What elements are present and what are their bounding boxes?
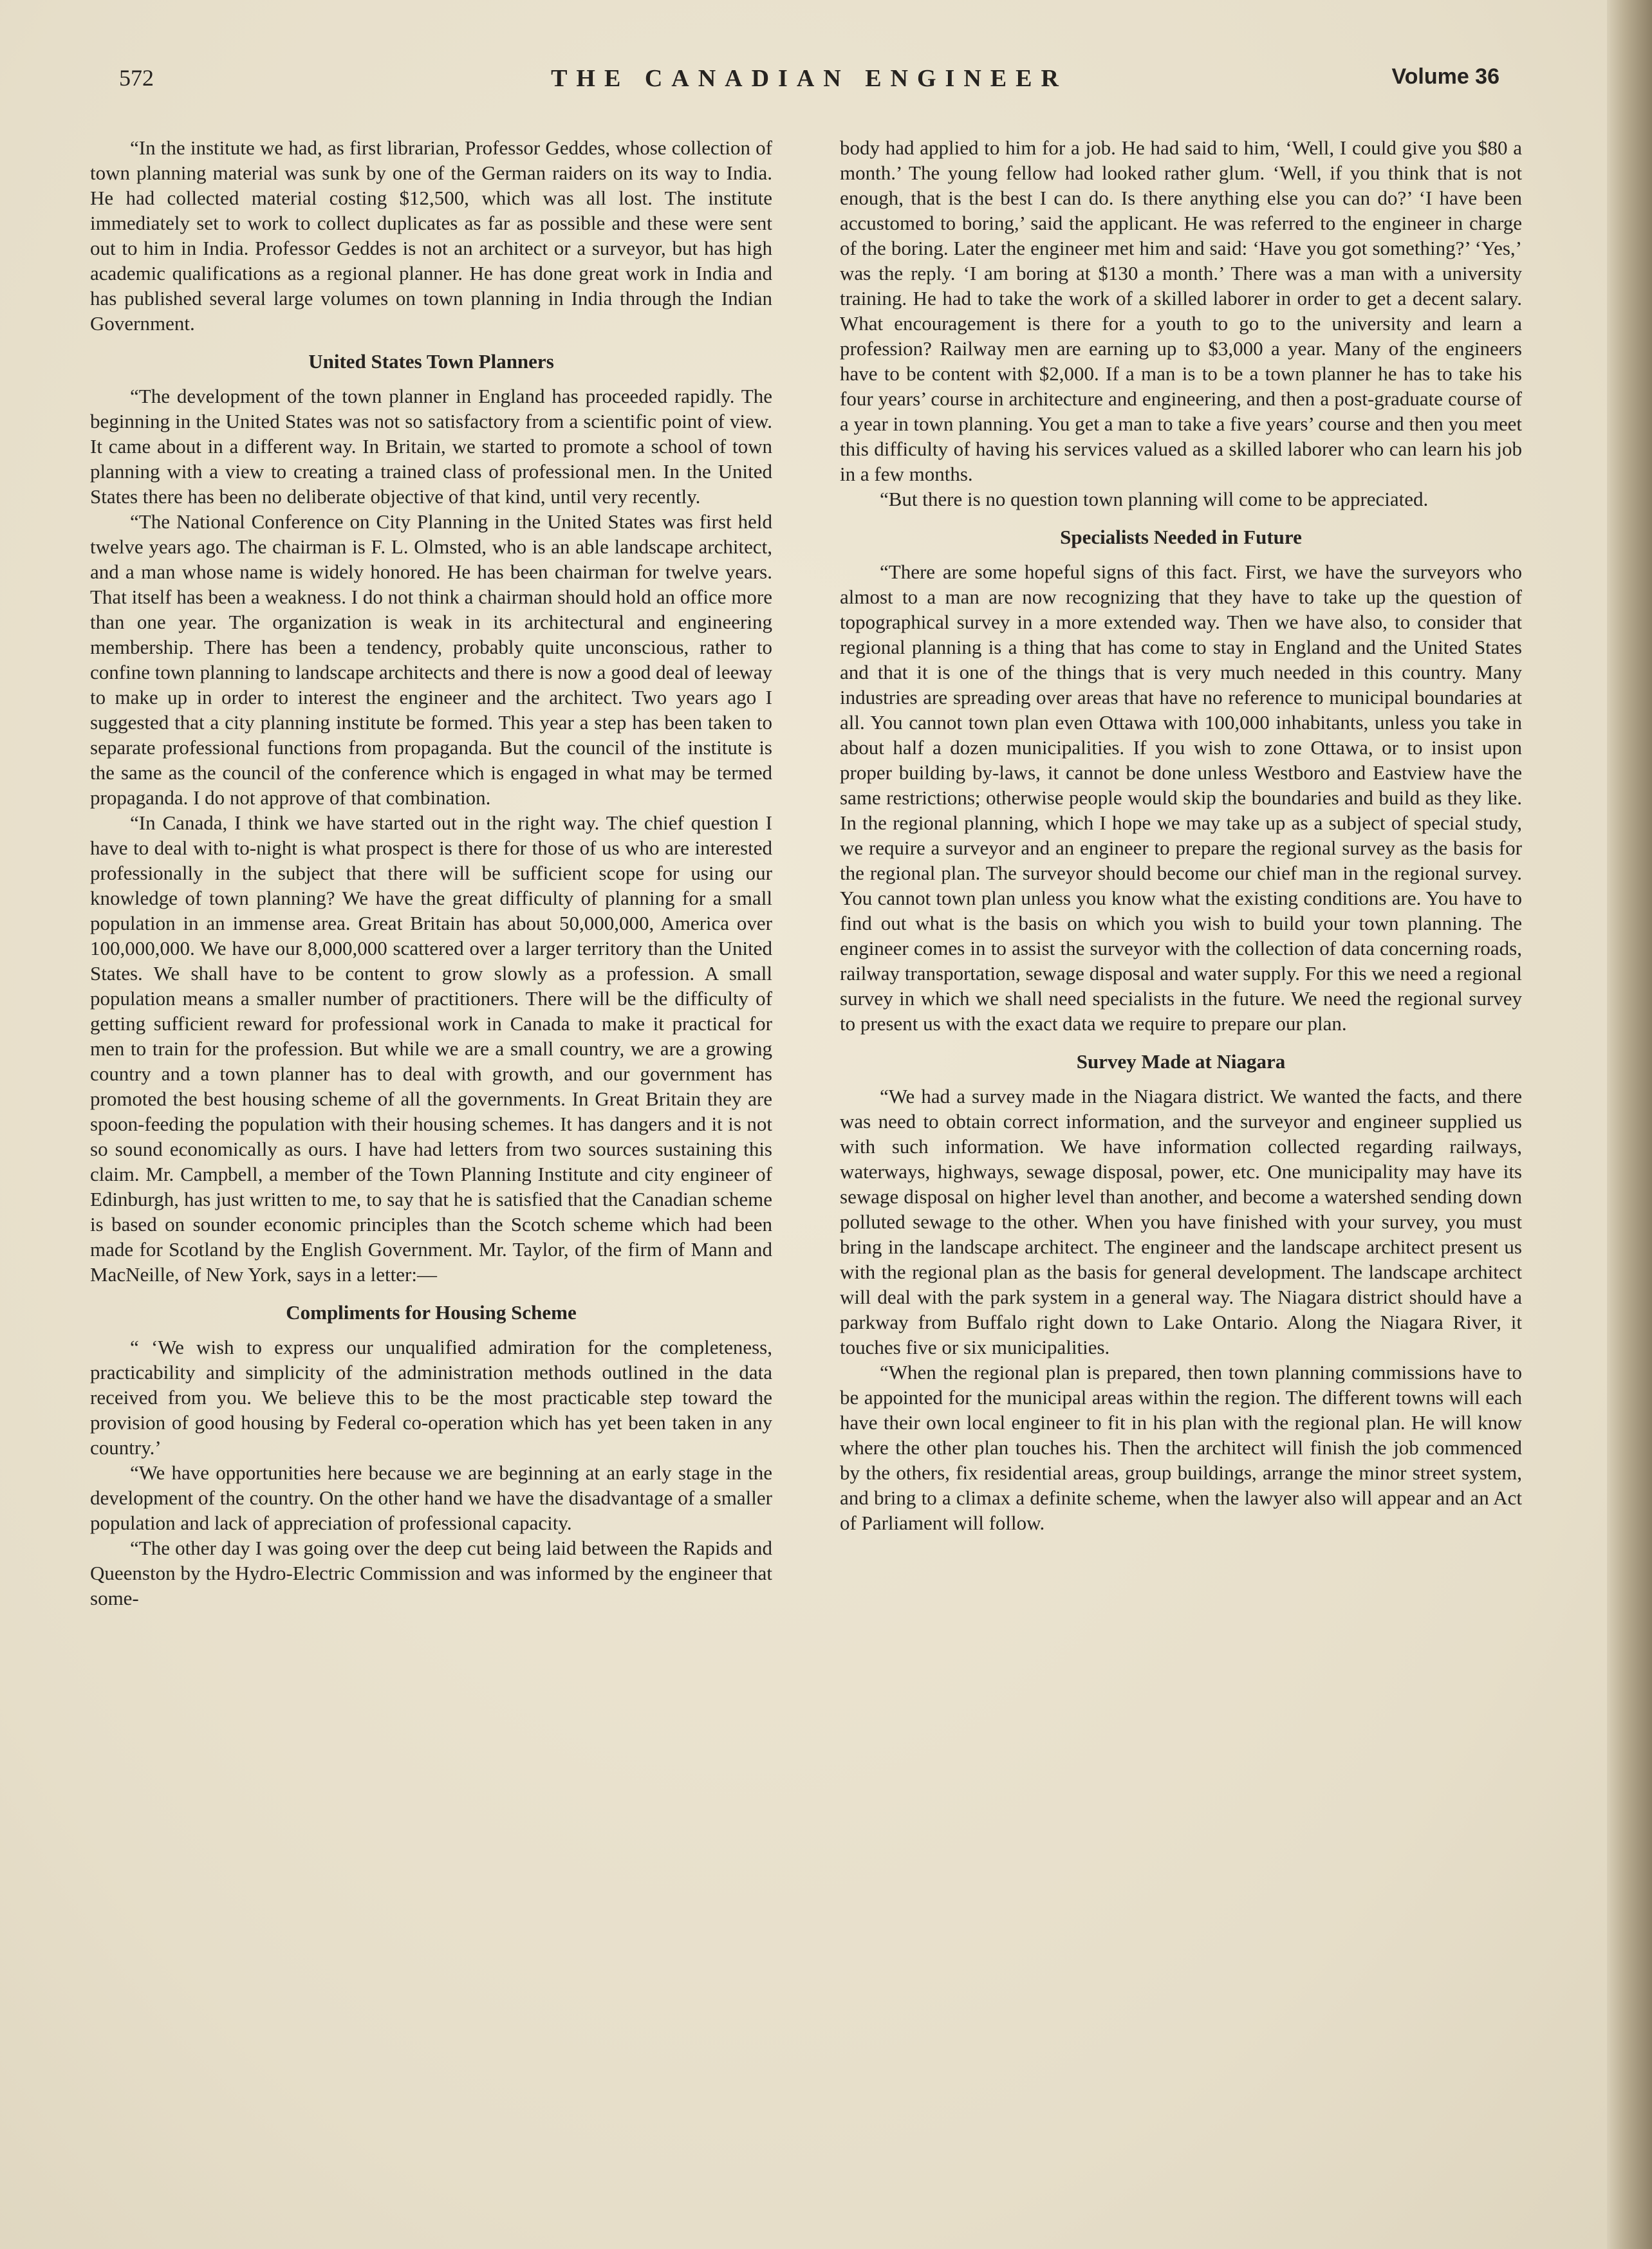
paragraph: “In Canada, I think we have started out in the right way. The chief question I have to deal with to-night is what prospect is there for those of us who are interested professionally in the subject that there will be sufficient scope for using our knowledge of town planning? We have the great difficulty of planning for a small population in an immense area. Great Britain has about 50,000,000, America over 100,000,000. We have our 8,000,000 scattered over a larger territory than the United States. We shall have to be content to grow slowly as a profession. A small population means a smaller number of practitioners. There will be the difficulty of getting sufficient reward for professional work in Canada to make it practical for men to train for the profession. But while we are a small country, we are a growing country and a town planner has to deal with growth, and our government has promoted the best housing scheme of all the governments. In Great Britain they are spoon-feeding the population with their housing schemes. It has dangers and it is not so sound economically as ours. I have had letters from two sources sustaining this claim. Mr. Campbell, a member of the Town Planning Institute and city engineer of Edinburgh, has just written to me, to say that he is satisfied that the Canadian scheme is based on sounder economic principles than the Scotch scheme which had been made for Scotland by the English Government. Mr. Taylor, of the firm of Mann and MacNeille, of New York, says in a letter:— — [90, 811, 772, 1286]
left-column — [90, 135, 772, 1611]
page-header — [119, 64, 1499, 103]
paragraph: “When the regional plan is prepared, then town planning commissions have to be appointed for the municipal areas within the region. The different towns will each have their own local engineer to fit in his plan with the regional plan. He will know where the other plan touches his. Then the architect will finish the job commenced by the others, fix residential areas, group buildings, arrange the minor street system, and bring to a climax a definite scheme, when the lawyer also will appear and an Act of Parliament will follow. — [840, 1361, 1522, 1534]
paragraph: “The National Conference on City Planning in the United States was first held twelve years ago. The chairman is F. L. Olmsted, who is an able landscape architect, and a man whose name is widely honored. He has been chairman for twelve years. That itself has been a weakness. I do not think a chairman should hold an office more than one year. The organization is weak in its architectural and engineering membership. There has been a tendency, probably quite unconscious, rather to confine town planning to landscape architects and there is now a good deal of leeway to make up in order to interest the engineer and the architect. Two years ago I suggested that a city planning institute be formed. This year a step has been taken to separate professional functions from propaganda. But the council of the institute is the same as the council of the conference which is engaged in what may be termed propaganda. I do not approve of that combination. — [90, 510, 772, 809]
journal-title: THE CANADIAN ENGINEER — [551, 65, 1068, 92]
paragraph: “The other day I was going over the deep cut being laid between the Rapids and Queenston by the Hydro-Electric Commission and was informed by the engineer that some- — [90, 1537, 772, 1609]
section-heading: Survey Made at Niagara — [1076, 1050, 1286, 1073]
section-heading: Specialists Needed in Future — [1060, 526, 1302, 548]
paragraph: “In the institute we had, as first librarian, Professor Geddes, whose collection of town planning material was sunk by one of the German raiders on its way to India. He had collected material costing $12,500, which was all lost. The institute immediately set to work to collect duplicates as far as possible and these were sent out to him in India. Professor Geddes is not an architect or a surveyor, but has high academic qualifications as a regional planner. He has done great work in India and has published several large volumes on town planning in India through the Indian Government. — [90, 136, 772, 335]
paragraph: “ ‘We wish to express our unqualified admiration for the completeness, practicability and simplicity of the administration methods outlined in the data received from you. We believe this to be the most practicable step toward the provision of good housing by Federal co-operation which has yet been taken in any country.’ — [90, 1336, 772, 1459]
page-number: 572 — [119, 65, 154, 91]
paragraph: “The development of the town planner in England has proceeded rapidly. The beginning in the United States was not so satisfactory from a scientific point of view. It came about in a different way. In Britain, we started to promote a school of town planning with a view to creating a trained class of professional men. In the United States there has been no deliberate objective of that kind, until very recently. — [90, 385, 772, 508]
paragraph: “But there is no question town planning will come to be appreciated. — [880, 488, 1429, 510]
paragraph: “We have opportunities here because we are beginning at an early stage in the development of the country. On the other hand we have the disadvantage of a smaller population and lack of appreciation of professional capacity. — [90, 1461, 772, 1534]
right-column — [840, 135, 1522, 1535]
binding-edge — [1607, 0, 1652, 2249]
volume-label: Volume 36 — [1391, 64, 1499, 89]
section-heading: Compliments for Housing Scheme — [286, 1301, 577, 1324]
paragraph: “There are some hopeful signs of this fact. First, we have the surveyors who almost to a man are now recognizing that they have to take up the question of topographical survey in a more extended way. Then we have also, to consider that regional planning is a thing that has come to stay in England and the United States and that it is one of the things that is very much needed in this country. Many industries are spreading over areas that have no reference to municipal boundaries at all. You cannot town plan even Ottawa with 100,000 inhabitants, unless you take in about half a dozen municipalities. If you wish to zone Ottawa, or to insist upon proper building by-laws, it cannot be done unless Westboro and Eastview have the same restrictions; otherwise people would skip the boundaries and build as they like. In the regional planning, which I hope we may take up as a subject of special study, we require a surveyor and an engineer to prepare the regional survey as the basis for the regional plan. The surveyor should become our chief man in the regional survey. You cannot town plan unless you know what the existing conditions are. You have to find out what is the basis on which you wish to build your town planning. The engineer comes in to assist the surveyor with the collection of data concerning roads, railway transportation, sewage disposal and water supply. For this we need a regional survey in which we shall need specialists in the future. We need the regional survey to present us with the exact data we require to prepare our plan. — [840, 560, 1522, 1035]
paragraph: “We had a survey made in the Niagara district. We wanted the facts, and there was need to obtain correct information, and the surveyor and engineer supplied us with such information. We have information collected regarding railways, waterways, highways, sewage disposal, power, etc. One municipality may have its sewage disposal on higher level than another, and become a watershed sending down polluted sewage to the other. When you have finished with your survey, you must bring in the landscape architect. The engineer and the landscape architect present us with the regional plan as the basis for general development. The landscape architect will deal with the park system in a general way. The Niagara district should have a parkway from Buffalo right down to Lake Ontario. Along the Niagara River, it touches five or six municipalities. — [840, 1085, 1522, 1358]
paragraph: body had applied to him for a job. He had said to him, ‘Well, I could give you $80 a month.’ The young fellow had looked rather glum. ‘Well, if you think that is not enough, that is the best I can do. Is there anything else you can do?’ ‘I have been accustomed to boring,’ said the applicant. He was referred to the engineer in charge of the boring. Later the engineer met him and said: ‘Have you got something?’ ‘Yes,’ was the reply. ‘I am boring at $130 a month.’ There was a man with a university training. He had to take the work of a skilled laborer in order to get a decent salary. What encouragement is there for a youth to go to the university and learn a profession? Railway men are earning up to $3,000 a year. Many of the engineers have to be content with $2,000. If a man is to be a town planner he has to take his four years’ course in architecture and engineering, and then a post-graduate course of a year in town planning. You get a man to take a five years’ course and then you meet this difficulty of having his services valued as a skilled laborer who can learn his job in a few months. — [840, 136, 1522, 485]
section-heading: United States Town Planners — [308, 350, 554, 373]
